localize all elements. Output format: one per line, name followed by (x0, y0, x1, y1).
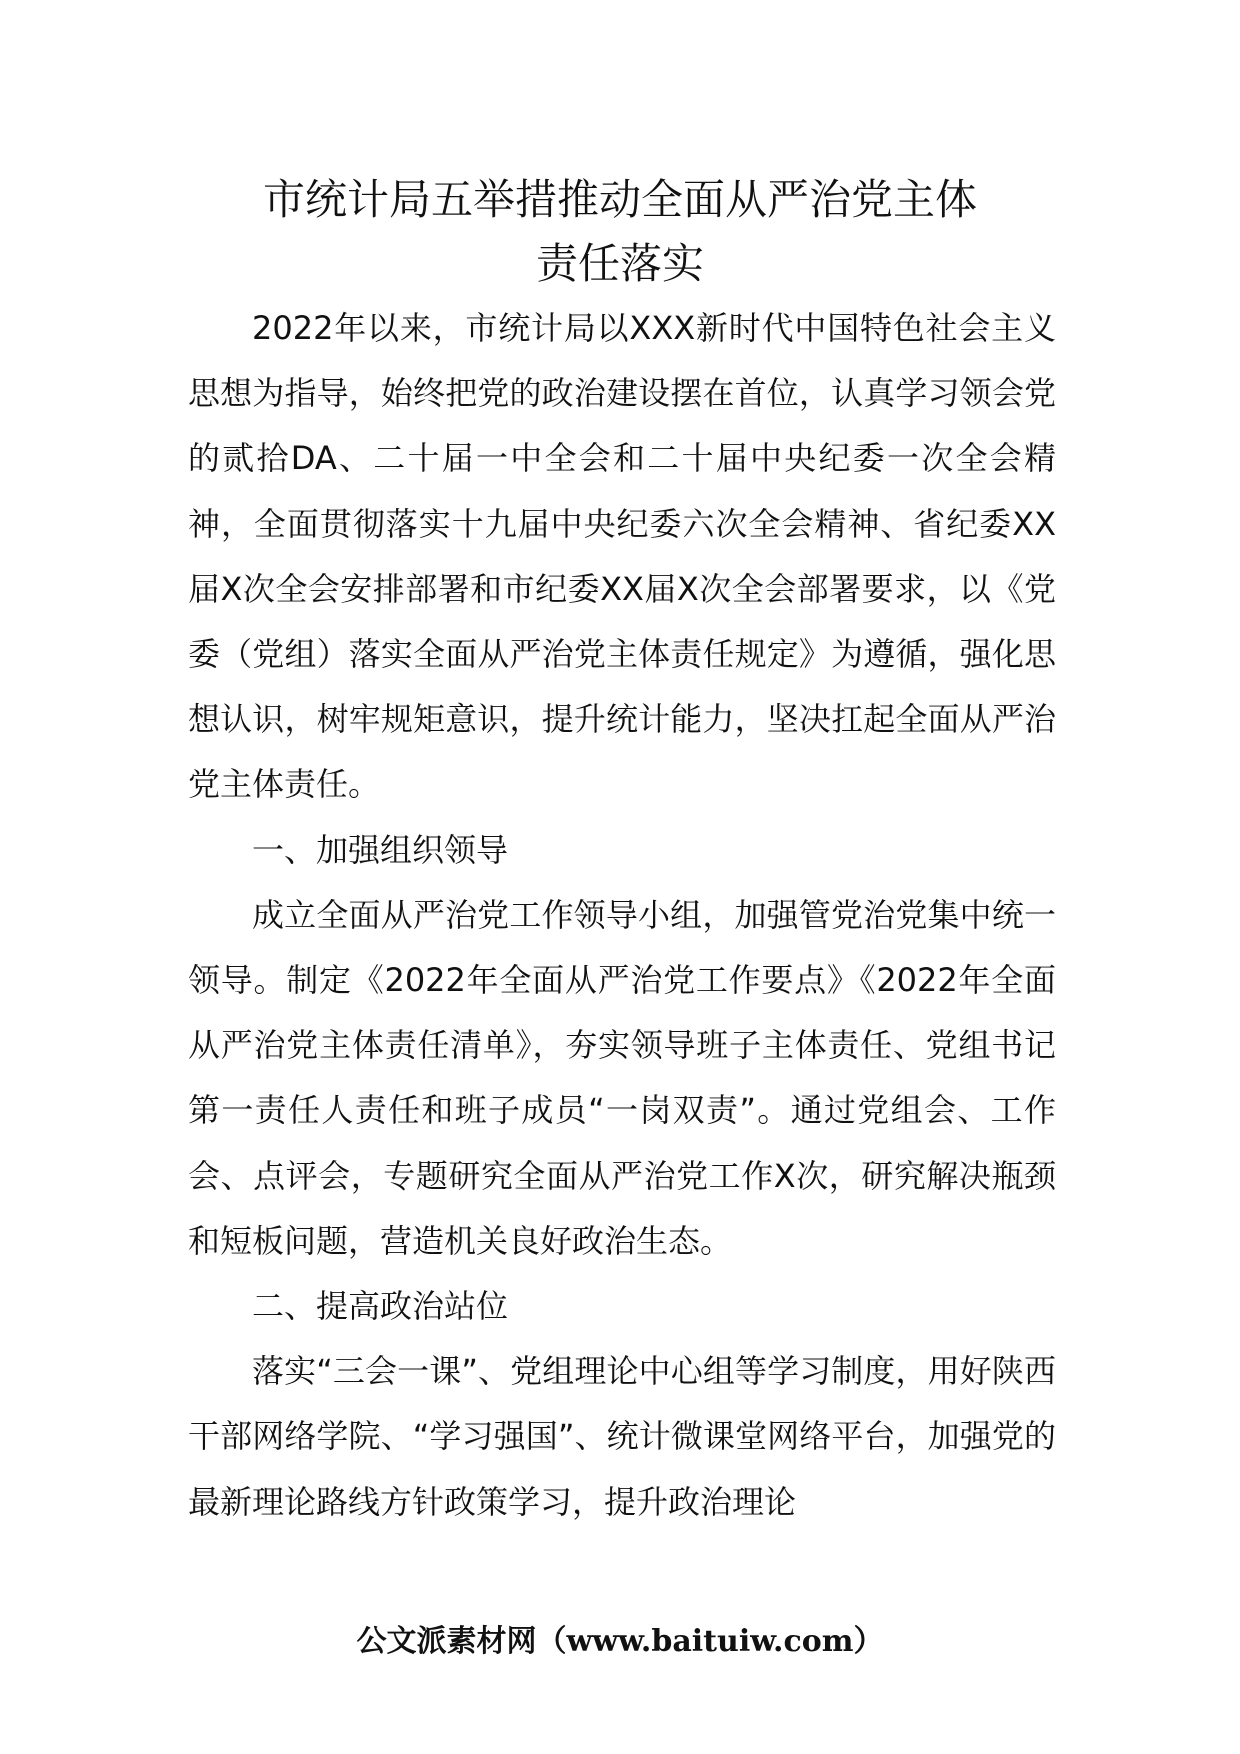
section-heading-1: 一、加强组织领导 (252, 830, 509, 869)
paragraph-intro: 2022年以来，市统计局以XXX新时代中国特色社会主义思想为指导，始终把党的政治建设摆在首位，认真学习领会党的贰拾DA、二十届一中全会和二十届中央纪委一次全会精神，全面贯彻落实十九届中央纪委六次全会精神、省纪委XX届X次全会安排部署和市纪委XX届X次全会部署要求，以《党委（党组）落实全面从严治党主体责任规定》为遵循，强化思想认识，树牢规矩意识，提升统计能力，坚决扛起全面从严治党主体责任。 (188, 309, 1056, 804)
document-body (188, 296, 1056, 1535)
document-title-line-1: 市统计局五举措推动全面从严治党主体 (262, 175, 977, 224)
paragraph-section-2: 落实“三会一课”、党组理论中心组等学习制度，用好陕西干部网络学院、“学习强国”、统计微课堂网络平台，加强党的最新理论路线方针政策学习，提升政治理论 (188, 1352, 1056, 1521)
footer-watermark: 公文派素材网（www.baituiw.com） (356, 1624, 884, 1659)
section-heading-2: 二、提高政治站位 (252, 1287, 509, 1326)
paragraph-section-1: 成立全面从严治党工作领导小组，加强管党治党集中统一领导。制定《2022年全面从严治党工作要点》《2022年全面从严治党主体责任清单》，夯实领导班子主体责任、党组书记第一责任人责任和班子成员“一岗双责”。通过党组会、工作会、点评会，专题研究全面从严治党工作X次，研究解决瓶颈和短板问题，营造机关良好政治生态。 (188, 895, 1056, 1260)
document-title-line-2: 责任落实 (535, 239, 704, 288)
